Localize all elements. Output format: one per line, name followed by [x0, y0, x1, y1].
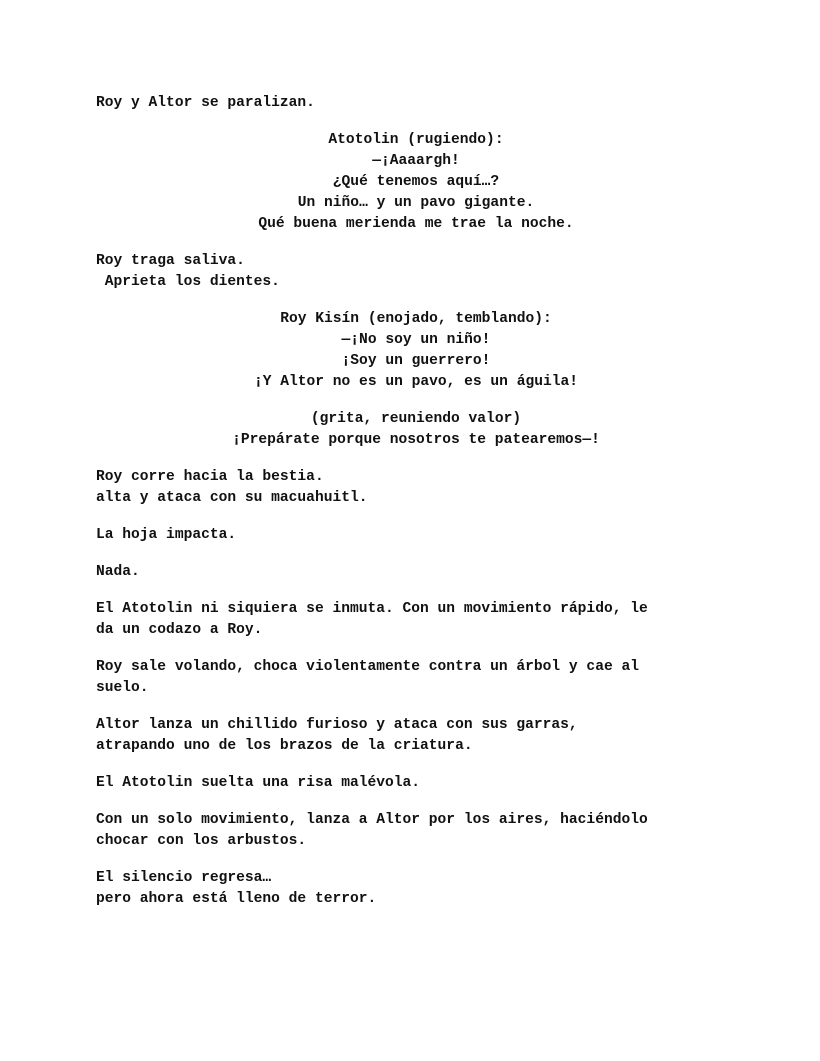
action-line: Roy traga saliva.: [96, 253, 245, 269]
script-body: [96, 93, 736, 910]
dialogue-line: —¡Aaaargh!: [372, 153, 460, 169]
action-block: [96, 525, 736, 546]
block-spacer: [96, 546, 736, 562]
dialogue-line: Atotolin (rugiendo):: [328, 132, 504, 148]
dialogue-block: [96, 130, 736, 235]
action-line: pero ahora está lleno de terror.: [96, 891, 377, 907]
dialogue-line: Un niño… y un pavo gigante.: [297, 195, 535, 211]
block-spacer: [96, 699, 736, 715]
block-spacer: [96, 451, 736, 467]
action-block: [96, 251, 736, 293]
dialogue-line: ¡Soy un guerrero!: [341, 353, 491, 369]
action-block: [96, 562, 736, 583]
block-spacer: [96, 509, 736, 525]
action-line: atrapando uno de los brazos de la criatura.: [96, 738, 473, 754]
dialogue-line: ¿Qué tenemos aquí…?: [332, 174, 500, 190]
action-line: Nada.: [96, 564, 140, 580]
action-block: [96, 599, 736, 641]
action-block: [96, 773, 736, 794]
dialogue-line: ¡Y Altor no es un pavo, es un águila!: [253, 374, 579, 390]
action-line: chocar con los arbustos.: [96, 833, 307, 849]
block-spacer: [96, 293, 736, 309]
block-spacer: [96, 583, 736, 599]
block-spacer: [96, 641, 736, 657]
action-block: [96, 467, 736, 509]
action-line: Aprieta los dientes.: [96, 274, 280, 290]
action-block: [96, 810, 736, 852]
action-line: Roy corre hacia la bestia.: [96, 469, 324, 485]
action-block: [96, 715, 736, 757]
action-line: El silencio regresa…: [96, 870, 272, 886]
action-block: [96, 93, 736, 114]
action-line: El Atotolin suelta una risa malévola.: [96, 775, 421, 791]
block-spacer: [96, 393, 736, 409]
dialogue-line: Roy Kisín (enojado, temblando):: [280, 311, 552, 327]
script-page: [96, 93, 736, 910]
action-line: alta y ataca con su macuahuitl.: [96, 490, 368, 506]
action-line: Roy sale volando, choca violentamente contra un árbol y cae al: [96, 659, 639, 675]
action-line: La hoja impacta.: [96, 527, 237, 543]
dialogue-line: (grita, reuniendo valor): [310, 411, 522, 427]
block-spacer: [96, 794, 736, 810]
block-spacer: [96, 114, 736, 130]
dialogue-line: Qué buena merienda me trae la noche.: [258, 216, 574, 232]
action-block: [96, 868, 736, 910]
action-line: Altor lanza un chillido furioso y ataca con sus garras,: [96, 717, 578, 733]
action-line: da un codazo a Roy.: [96, 622, 263, 638]
dialogue-block: [96, 309, 736, 393]
action-line: suelo.: [96, 680, 149, 696]
action-line: Roy y Altor se paralizan.: [96, 95, 315, 111]
block-spacer: [96, 757, 736, 773]
dialogue-line: ¡Prepárate porque nosotros te patearemos—!: [232, 432, 600, 448]
block-spacer: [96, 235, 736, 251]
action-line: El Atotolin ni siquiera se inmuta. Con un movimiento rápido, le: [96, 601, 648, 617]
dialogue-line: —¡No soy un niño!: [341, 332, 491, 348]
action-line: Con un solo movimiento, lanza a Altor por los aires, haciéndolo: [96, 812, 648, 828]
block-spacer: [96, 852, 736, 868]
dialogue-block: [96, 409, 736, 451]
action-block: [96, 657, 736, 699]
